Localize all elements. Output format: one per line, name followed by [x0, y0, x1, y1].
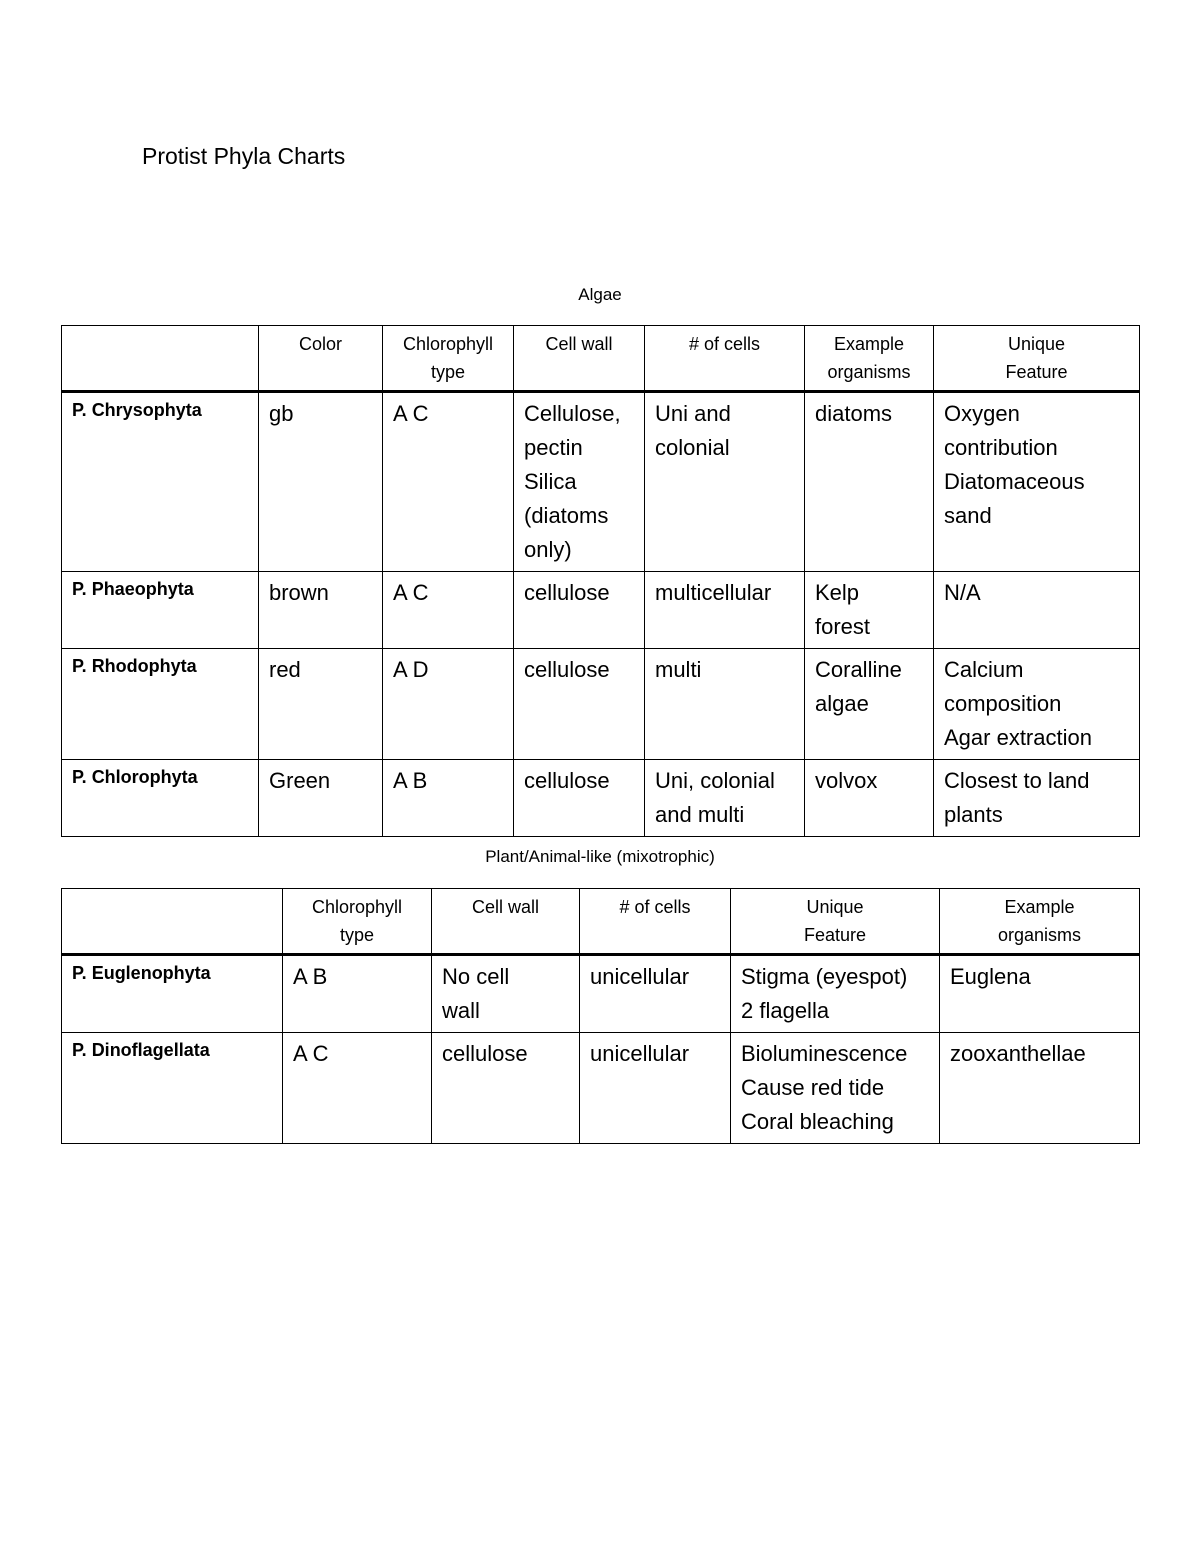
algae-header-unique-feature: Unique Feature: [934, 326, 1140, 392]
cell-color: Green: [259, 760, 383, 837]
mixotrophic-header-row: [62, 889, 1140, 955]
mixotrophic-header-chlorophyll-type: Chlorophyll type: [283, 889, 432, 955]
algae-header-num-cells: # of cells: [645, 326, 805, 392]
cell-color: gb: [259, 392, 383, 572]
cell-cells: unicellular: [580, 1033, 731, 1144]
cell-examples: volvox: [805, 760, 934, 837]
cell-cell-wall: cellulose: [514, 760, 645, 837]
mixotrophic-header-example-organisms: Example organisms: [940, 889, 1140, 955]
cell-unique: Closest to land plants: [934, 760, 1140, 837]
table-row: [62, 392, 1140, 572]
table-row: [62, 760, 1140, 837]
cell-cell-wall: cellulose: [514, 649, 645, 760]
cell-phylum: P. Chlorophyta: [62, 760, 259, 837]
cell-cells: unicellular: [580, 955, 731, 1033]
cell-unique: Stigma (eyespot) 2 flagella: [731, 955, 940, 1033]
cell-unique: Oxygen contribution Diatomaceous sand: [934, 392, 1140, 572]
mixotrophic-table: [61, 888, 1140, 1144]
cell-phylum: P. Dinoflagellata: [62, 1033, 283, 1144]
cell-chlorophyll: A C: [283, 1033, 432, 1144]
cell-phylum: P. Phaeophyta: [62, 572, 259, 649]
cell-chlorophyll: A D: [383, 649, 514, 760]
algae-header-blank: [62, 326, 259, 392]
cell-chlorophyll: A C: [383, 392, 514, 572]
cell-examples: Kelp forest: [805, 572, 934, 649]
cell-cell-wall: No cell wall: [432, 955, 580, 1033]
mixotrophic-header-unique-feature: Unique Feature: [731, 889, 940, 955]
cell-examples: Euglena: [940, 955, 1140, 1033]
algae-table-caption: Algae: [578, 285, 622, 304]
cell-examples: Coralline algae: [805, 649, 934, 760]
cell-cells: Uni and colonial: [645, 392, 805, 572]
cell-chlorophyll: A B: [283, 955, 432, 1033]
mixotrophic-table-caption: Plant/Animal-like (mixotrophic): [485, 847, 715, 866]
cell-examples: diatoms: [805, 392, 934, 572]
cell-cell-wall: cellulose: [432, 1033, 580, 1144]
cell-unique: N/A: [934, 572, 1140, 649]
document-title: Protist Phyla Charts: [142, 143, 346, 169]
cell-unique: Calcium composition Agar extraction: [934, 649, 1140, 760]
algae-table: [61, 325, 1140, 837]
algae-header-example-organisms: Example organisms: [805, 326, 934, 392]
cell-cell-wall: cellulose: [514, 572, 645, 649]
table-row: [62, 572, 1140, 649]
cell-chlorophyll: A C: [383, 572, 514, 649]
table-row: [62, 955, 1140, 1033]
algae-header-color: Color: [259, 326, 383, 392]
algae-header-cell-wall: Cell wall: [514, 326, 645, 392]
cell-cells: Uni, colonial and multi: [645, 760, 805, 837]
cell-chlorophyll: A B: [383, 760, 514, 837]
cell-phylum: P. Chrysophyta: [62, 392, 259, 572]
cell-examples: zooxanthellae: [940, 1033, 1140, 1144]
cell-cells: multi: [645, 649, 805, 760]
table-row: [62, 1033, 1140, 1144]
algae-header-chlorophyll-type: Chlorophyll type: [383, 326, 514, 392]
mixotrophic-header-cell-wall: Cell wall: [432, 889, 580, 955]
algae-header-row: [62, 326, 1140, 392]
cell-phylum: P. Rhodophyta: [62, 649, 259, 760]
mixotrophic-header-num-cells: # of cells: [580, 889, 731, 955]
cell-cells: multicellular: [645, 572, 805, 649]
cell-color: red: [259, 649, 383, 760]
cell-phylum: P. Euglenophyta: [62, 955, 283, 1033]
table-row: [62, 649, 1140, 760]
mixotrophic-header-blank: [62, 889, 283, 955]
cell-cell-wall: Cellulose, pectin Silica (diatoms only): [514, 392, 645, 572]
cell-unique: Bioluminescence Cause red tide Coral bleaching: [731, 1033, 940, 1144]
cell-color: brown: [259, 572, 383, 649]
